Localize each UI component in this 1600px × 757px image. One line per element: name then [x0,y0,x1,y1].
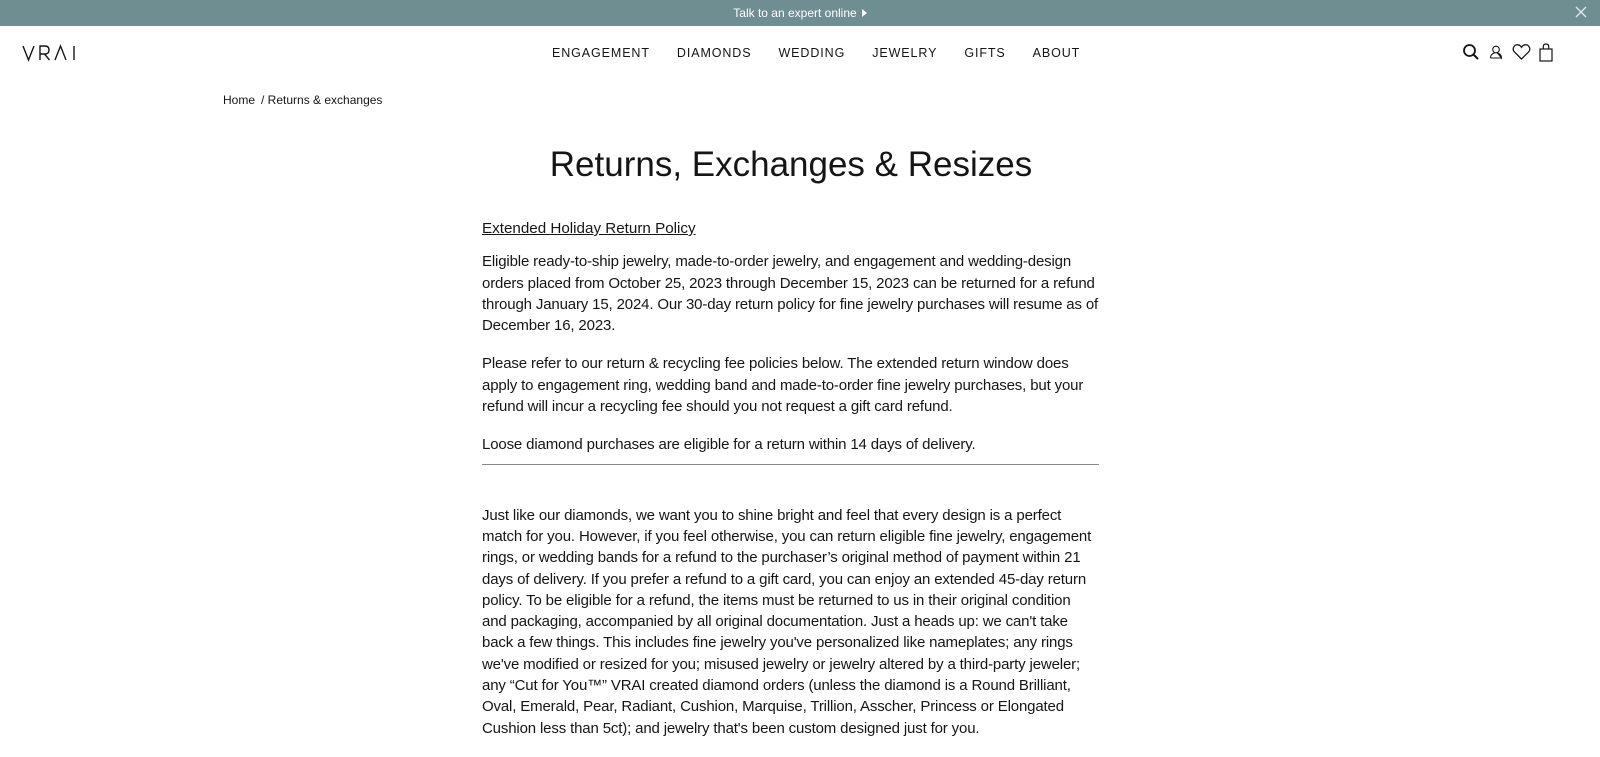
policy-content [482,218,1099,756]
recycling-fee-paragraph: Please refer to our return & recycling fee policies below. The extended return window does apply to engagement ring, wedding band and made-to-order fine jewelry purchases, but your refund will incur a recycling fee should you not request a gift card refund. [482,355,1084,416]
loose-diamond-paragraph: Loose diamond purchases are eligible for a return within 14 days of delivery. [482,436,976,454]
account-icon[interactable] [1486,42,1506,62]
breadcrumb-home[interactable]: Home [223,93,256,107]
talk-to-expert-link[interactable] [733,6,866,20]
shopping-bag-icon[interactable] [1536,42,1556,62]
breadcrumb [223,93,382,107]
wishlist-heart-icon[interactable] [1511,42,1531,62]
nav-item-diamonds[interactable]: DIAMONDS [676,46,752,60]
holiday-policy-paragraph: Eligible ready-to-ship jewelry, made-to-order jewelry, and engagement and wedding-design orders placed from October 25, 2023 through December 15, 2023 can be returned for a refund through January 15, 2024. Our 30-day return policy for fine jewelry purchases will resume as of December 16, 2023. [482,253,1099,335]
triangle-right-icon [862,9,867,17]
nav-item-engagement[interactable]: ENGAGEMENT [552,46,650,60]
main-nav [552,46,1080,60]
page-title: Returns, Exchanges & Resizes [549,145,1033,184]
header-icons [1461,42,1556,62]
close-icon[interactable] [1572,3,1590,21]
site-header [0,26,1600,82]
breadcrumb-current: / Returns & exchanges [261,93,383,107]
nav-item-jewelry[interactable]: JEWELRY [872,46,938,60]
section-divider [482,464,1099,465]
nav-item-about[interactable]: ABOUT [1032,46,1081,60]
promo-text: Talk to an expert online [733,6,857,20]
search-icon[interactable] [1461,42,1481,62]
promo-bar [0,0,1600,26]
nav-item-gifts[interactable]: GIFTS [964,46,1006,60]
return-policy-paragraph: Just like our diamonds, we want you to shine bright and feel that every design is a perfect match for you. However, if you feel otherwise, you can return eligible fine jewelry, engagement rings, or wedding bands for a refund to the purchaser’s original method of payment within 21 days of delivery. If you prefer a refund to a gift card, you can enjoy an extended 45-day return policy. To be eligible for a refund, the items must be returned to us in their original condition and packaging, accompanied by all original documentation. Just a heads up: we can't take back a few things. This includes fine jewelry you've personalized like nameplates; any rings we've modified or resized for you; misused jewelry or jewelry altered by a third-party jeweler; any “Cut for You™” VRAI created diamond orders (unless the diamond is a Round Brilliant, Oval, Emerald, Pear, Radiant, Cushion, Marquise, Trillion, Asscher, Princess or Elongated Cushion less than 5ct); and jewelry that's been custom designed just for you. [482,506,1092,737]
nav-item-wedding[interactable]: WEDDING [778,46,846,60]
vrai-logo[interactable] [22,43,78,63]
extended-holiday-return-policy-heading[interactable]: Extended Holiday Return Policy [482,220,696,237]
